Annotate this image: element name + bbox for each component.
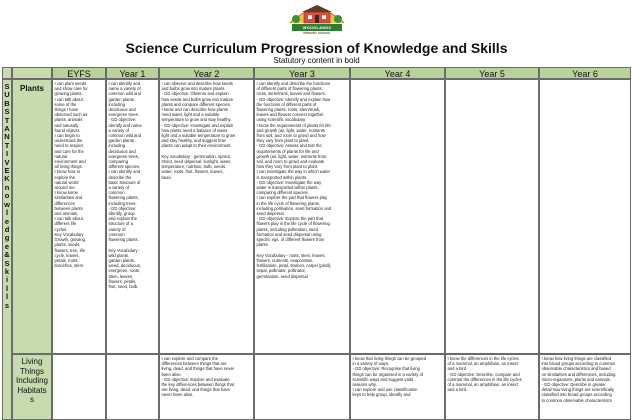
living-year2-cell: I can explore and compare the differences between things that are living, dead, and things that have never been alive. - GD objective: Explore and evaluate the key differences between things that are living, dead, and things that have never been alive.: [159, 354, 254, 420]
side-label-char: n: [4, 182, 10, 192]
substantive-side-label: [2, 79, 12, 420]
plants-year2-cell: I can observe and describe how seeds and bulbs grow into mature plants. - GD objective: Observe and explain how seeds and bulbs grow into mature plants and compare different species. I know and can describe how plants need water, light and a suitable temperature to grow and stay healthy. - GD objective: Investigate and explain how plants need a balance of water, light and a suitable temperature to grow and stay healthy, and suggest how plants can adapt to their environment. Key vocabulary - germination, sprout, shoot, seed dispersal, sunlight, water, temperature, nutrition, bulb, seeds, water, roots, fruit, flowers, leaves, bean.: [159, 79, 254, 354]
side-label-char: g: [4, 233, 10, 243]
plants-year1-cell: I can identify and name a variety of common wild and garden plants, including deciduous and evergreen trees. - GD objective: Identify and name a variety of common wild and garden plants, including deciduous and evergreen trees, comparing different species. I can identify and describe the basic structure of a variety of common flowering plants, including trees. - GD objective: Identify, group and explain the structure of a variety of common flowering plants. Key Vocabulary - wild plants, garden plants, weed, deciduous, evergreen, roots, stem, leaves, flowers, petals, fruit, seed, bulb.: [106, 79, 159, 354]
col-header-year6: Year 6: [539, 67, 631, 79]
side-label-char: w: [4, 199, 10, 209]
plants-year5-cell: [445, 79, 539, 354]
curriculum-table: [2, 67, 631, 420]
side-label-char: N: [4, 132, 10, 142]
living-year6-cell: I know how living things are classified into broad groups according to common observable characteristics and based on similarities and differences, including micro-organisms, plants and animals. - GD objective: Describe in greater detail how living things are scientifically classified into broad groups according to common observable characteristics: [539, 354, 631, 420]
side-label-char: S: [4, 107, 10, 117]
side-label-char: l: [5, 292, 9, 302]
side-label-char: o: [4, 191, 10, 201]
side-label-char: k: [4, 266, 10, 276]
page-title: Science Curriculum Progression of Knowledge and Skills: [125, 40, 508, 56]
col-header-year5: Year 5: [445, 67, 539, 79]
side-label-char: e: [4, 241, 10, 251]
col-header-eyfs: EYFS: [52, 67, 106, 79]
corner-cell-2: [12, 67, 52, 79]
side-label-char: K: [4, 174, 10, 184]
living-year4-cell: I know that living things can be grouped in a variety of ways. - GD objective: Recognise that living things can be organised in a variety of scientific ways and suggest valid reasons why. I can explore and use classification keys to help group, identify and: [350, 354, 445, 420]
side-label-char: T: [4, 115, 10, 125]
living-eyfs-cell: [52, 354, 106, 420]
school-logo: [282, 3, 352, 37]
side-label-char: S: [4, 258, 10, 268]
side-label-char: E: [4, 166, 10, 176]
side-label-char: &: [4, 250, 10, 260]
row-label-living-things: Living Things Including Habitats s: [12, 354, 52, 420]
col-header-year1: Year 1: [106, 67, 159, 79]
plants-year4-cell: [350, 79, 445, 354]
row-label-plants: Plants: [12, 79, 52, 354]
plants-eyfs-cell: I can plant seeds and show care for growing plants. I can talk about some of the things I have observed such as plants, animals and naturally found objects. I can begin to understand the need to respect and care for the natural environment and all living things. I know how to explore the natural world around me. I know some similarities and differences between plants and animals. I can talk about different life cycles. Key Vocabulary Growth, growing, plants, seeds, flowers, tree, life cycle, leaves, petals, roots, branches, stem.: [52, 79, 106, 354]
corner-cell: [2, 67, 12, 79]
side-label-char: U: [4, 90, 10, 100]
side-label-char: s: [4, 300, 10, 310]
col-header-year3: Year 3: [254, 67, 350, 79]
living-year3-cell: [254, 354, 350, 420]
side-label-char: i: [5, 275, 9, 285]
side-label-char: l: [5, 283, 9, 293]
col-header-year4: Year 4: [350, 67, 445, 79]
side-label-char: A: [4, 124, 10, 134]
col-header-year2: Year 2: [159, 67, 254, 79]
side-label-char: V: [4, 157, 10, 167]
page-subtitle: Statutory content in bold: [273, 56, 360, 65]
side-label-char: B: [4, 98, 10, 108]
side-label-char: d: [4, 224, 10, 234]
side-label-char: l: [5, 208, 9, 218]
side-label-char: T: [4, 140, 10, 150]
living-year5-cell: I know the differences in the life cycles of a mammal, an amphibian, an insect and a bird. - GD objective: Describe, compare and contrast the differences in the life cycles of a mammal, an amphibian, an insect and a bird.: [445, 354, 539, 420]
side-label-char: e: [4, 216, 10, 226]
side-label-char: I: [5, 149, 9, 159]
plants-year3-cell: I can identify and describe the functions of different parts of flowering plants: roots, stem/trunk, leaves and flowers. - GD objective: Identify and explain how the functions of different parts of flowering plants: roots, stem/trunk, leaves and flowers connect together using scientific vocabulary. I know the requirements of plants for life and growth (air, light, water, nutrients from soil, and room to grow) and how they vary from plant to plant. - GD objective: Assess and test the requirements of plants for life and growth (air, light, water, nutrients from soil, and room to grow) and evaluate how they vary from plant to plant. I can investigate the way in which water is transported within plants. - GD objective: Investigate the way water is transported within plants, comparing different species. I can explore the part that flowers play in the life cycle of flowering plants, including pollination, seed formation and seed dispersal. - GD objective: Explore the part that flowers play in the life cycle of flowering plants, including pollination, seed formation and seed dispersal using specific egs. of different flowers from plants. Key Vocabulary - roots, stem, leaves, flowers, nutrients, evaporation, fertilisation, petal, stamen, carpel (pistil), sepal, pollinator, pollinator, germination, seed dispersal: [254, 79, 350, 354]
side-label-char: S: [4, 82, 10, 91]
school-building-icon: [282, 3, 352, 25]
logo-name: WOODLANDS: [292, 24, 342, 31]
plants-year6-cell: [539, 79, 631, 354]
logo-subtitle: PRIMARY SCHOOL: [303, 31, 331, 35]
living-year1-cell: [106, 354, 159, 420]
